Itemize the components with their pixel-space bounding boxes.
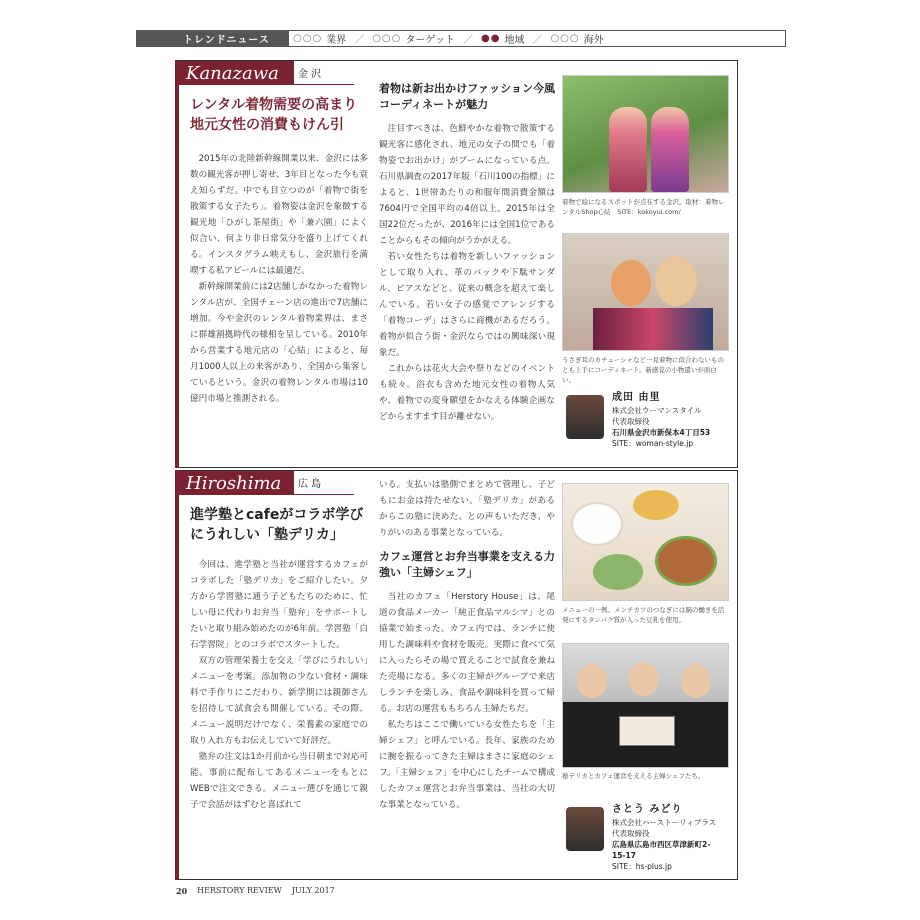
article-kanazawa [175,60,738,468]
paragraph: いる。支払いは塾側でまとめて管理し、子どもにお金は持たせない。「塾デリカ」があるからこの塾に決めた、との声もいただき、やりがいのある事業となっている。 [379,480,555,538]
author-avatar [566,807,604,851]
article-column-2 [379,81,555,425]
author-name: さとう みどり [612,804,683,815]
photo-caption: 塾デリカとカフェ運営を支える主婦シェフたち。 [562,772,705,780]
author-avatar [566,395,604,439]
article-column-2 [379,477,555,813]
section-title: トレンドニュース [137,31,289,46]
photo-bunny-ears-selfie [562,233,729,351]
author-role: 代表取締役 [612,829,650,838]
paragraph: 当社のカフェ「Herstory House」は、尾道の食品メーカー「純正食品マルシマ」との協業で始まった。カフェ内では、ランチに使用した調味料や食材を販売。実際に食べて気に入ったらその場で買えることで試食を兼ねた売場になる。多くの主婦がグループで来店しランチを楽しみ、食品や調味料を買って帰る。お店の運営ももちろん主婦たちだ。 [379,592,555,714]
figure-face [611,260,651,306]
photo-caption: 着物で絵になるスポットが点在する金沢。取材：着物レンタルShop心結 SITE：kokoyui.com/ [562,198,725,216]
photo-lunch-plate [562,483,729,601]
author-profile [566,803,722,872]
category-region: ●● 地域 [480,33,525,46]
paragraph: 若い女性たちは着物を新しいファッションとして取り入れ、革のバックや下駄サンダル、ピアスなどと、従来の概念を超えて楽しんでいる。若い女子の感覚でアレンジする「着物コーデ」はさらに商機があるだろう。着物が似合う街・金沢ならではの興味深い現象だ。 [379,252,555,358]
figure-face [577,664,607,698]
article-subhead: カフェ運営とお弁当事業を支える力強い「主婦シェフ」 [379,550,555,579]
category-overseas: ○○○ 海外 [550,33,604,46]
article-column-1 [190,151,368,407]
paragraph: 塾弁の注文は1か月前から当日朝まで対応可能。事前に配布してあるメニューをもとにWEBで注文できる。メニュー選びを通じて親子で会話がはずむと喜ばれて [190,752,368,810]
paragraph: 2015年の北陸新幹線開業以来、金沢には多数の観光客が押し寄せ、3年目となった今も衰え知らずだ。中でも目立つのが「着物で街を散策する女子たち」。着物姿は金沢を象徴する観光地「ひがし茶屋街」や「兼六園」によく似合い、何より非日常気分を盛り上げてくれる。インスタグラム映えもし、金沢旅行を満喫する私アピールには最適だ。 [190,154,368,276]
photo-housewife-chefs [562,643,729,768]
paragraph: 今回は、進学塾と当社が運営するカフェがコラボした「塾デリカ」をご紹介したい。夕方から学習塾に通う子どもたちのために、忙しい母に代わりお弁当「塾弁」をサポートしたいと取り組み始めたのが6年前。学習塾「白石学習院」とのコラボでスタートした。 [190,560,368,650]
bento-box [619,716,675,746]
paragraph: 注目すべきは、色鮮やかな着物で散策する観光客に感化され、地元の女子の間でも「着物姿でお出かけ」がブームになっている点。石川県調査の2017年版「石川100の指標」によると、1世帯あたりの和服年間消費金額は7604円で全国平均の4倍以上。2015年は全国22位だったが、2016年には全国1位であることからもその傾向がうかがえる。 [379,124,555,246]
paragraph: 新幹線開業前には2店舗しかなかった着物レンタル店が、全国チェーン店の進出で7店舗に増加。今や金沢のレンタル着物業界は、まさに群雄割拠時代の様相を呈している。2010年から営業する地元店の「心結」によると、毎月1000人以上の来客があり、全国から集客しているという。金沢の着物レンタル市場は10億円市場と推測される。 [190,282,368,404]
city-banner [176,61,354,85]
article-headline: レンタル着物需要の高まり地元女性の消費もけん引 [190,97,358,133]
article-hiroshima [175,470,738,880]
accent-bar [175,470,179,880]
author-site: SITE：woman-style.jp [612,439,694,448]
city-name-en: Kanazawa [176,61,294,85]
author-profile [566,391,710,449]
paragraph: 私たちはここで働いている女性たちを「主婦シェフ」と呼んでいる。長年、家族のために腕を振るってきた主婦はまさに家庭のシェフ。「主婦シェフ」を中心にしたチームで構成したカフェ運営とお弁当事業は、当社の大切な事業となっている。 [379,720,555,810]
city-name-ja: 広 島 [294,471,354,495]
photo-caption: メニューの一例。メンチカツのつなぎには脳の働きを活発にするタンパク質が入った豆乳を使用。 [562,606,725,624]
photo-caption: うさぎ耳のカチューシャなど一見着物に似合わないものとも上手にコーディネート。新感覚の小物遣いが面白い。 [562,356,725,384]
kimono-fabric [593,308,713,351]
soup-bowl [633,490,679,520]
figure-woman [609,107,647,192]
figure-face [681,664,711,698]
article-column-1 [190,557,368,813]
salad-dish [593,554,643,590]
figure-face [629,662,659,696]
author-company: 株式会社ウーマンスタイル [612,406,702,415]
author-site: SITE：hs-plus.jp [612,862,672,871]
category-target: ○○○ ターゲット [372,33,455,46]
city-name-ja: 金 沢 [294,61,354,85]
category-bar: トレンドニュース ○○○ 業界 ／ ○○○ ターゲット ／ ●● 地域 ／ ○○○ 海外 [136,30,786,47]
figure-woman [651,107,689,192]
author-company: 株式会社ハーストーリィプラス [612,818,717,827]
article-headline: 進学塾とcafeがコラボ学びにうれしい「塾デリカ」 [190,507,364,543]
author-address: 広島県広島市西区草津新町2-15-17 [612,840,711,860]
city-name-en: Hiroshima [176,471,294,495]
paragraph: 双方の管理栄養士を交え「学びにうれしい」メニューを考案。添加物の少ない食材・調味料で手作りにこだわり、新学期には親御さんを招待して試食会も開催している。その際、メニュー説明だけでなく、栄養素の家庭での取り入れ方もお伝えしていて好評だ。 [190,656,368,746]
page-footer [176,886,335,896]
category-industry: ○○○ 業界 [293,33,347,46]
rice-bowl [571,502,623,546]
photo-kimono-garden [562,75,729,193]
author-address: 石川県金沢市新保本4丁目53 [612,428,711,437]
paragraph: これからは花火大会や祭りなどのイベントも続々。浴衣も含めた地元女性の着物人気や、着物での変身願望をかなえる体験企画などからますます目が離せない。 [379,364,555,422]
main-dish [655,536,717,586]
city-banner [176,471,354,495]
magazine-name: HERSTORY REVIEW [197,886,282,895]
figure-face [655,256,697,306]
article-subhead: 着物は新お出かけファッション今風コーディネートが魅力 [379,82,555,111]
issue-date: JULY 2017 [291,886,335,895]
accent-bar [175,60,179,468]
author-name: 成田 由里 [612,392,661,403]
page-number: 20 [176,886,188,896]
author-role: 代表取締役 [612,417,650,426]
